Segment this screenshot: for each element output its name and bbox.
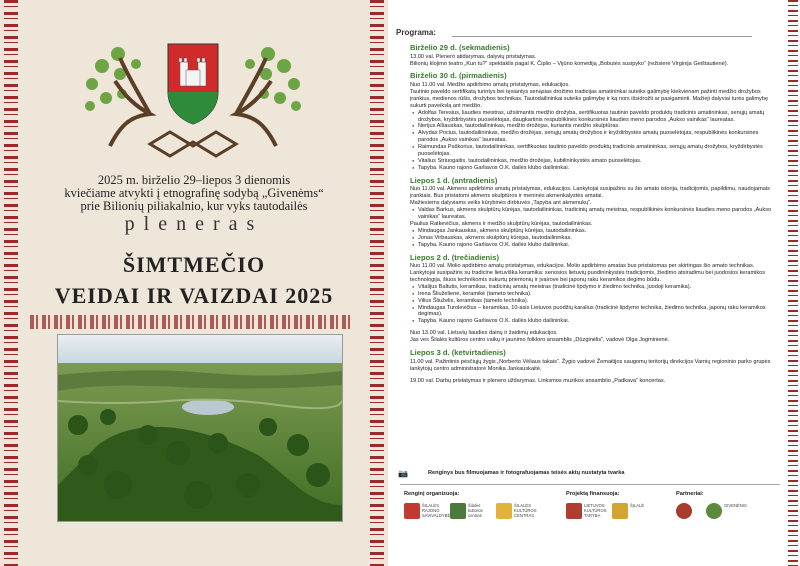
givenenis-logo-icon <box>706 503 722 519</box>
program-text: Tautinio paveldo sertifikatą turintys bei tęsiantys senąsias drožimo tradicijas amatininkai suteiks galimybę kiekvienam pažinti medžio drožybos įrankius, medienos rūšis, drožybos technikas. Tautodailininkai suteiks galimybę ir ką nors išsidrožti ar pasigaminti. Mažieji dalyviai turės galimybę sukurti paveikslą ant medžio. <box>410 88 769 109</box>
filming-note: Renginys bus filmuojamas ir fotografuojamas teisės aktų nustatyta tvarka <box>428 470 625 476</box>
program-text: Bilionių klojimo teatro „Kun tu?“ spektaklis pagal K. Čiplio – Vijūno komediją „Bobutės susipyko“ (režisierė Virginija Geištautienė). <box>410 60 729 67</box>
program-day-heading: Birželio 30 d. (pirmadienis) <box>410 71 507 81</box>
folk-border-outer-right <box>788 0 798 566</box>
organizer-logo-2: Šilalės kultūros centras <box>450 503 490 519</box>
organizer-logo-1: ŠILALĖS RAJONO SAVIVALDYBĖ <box>404 503 446 519</box>
culture-center-logo-icon <box>496 503 512 519</box>
landscape-photo <box>57 334 343 522</box>
program-list <box>410 44 780 384</box>
program-bullet-item: ● Tapyba. Kauno rajono Garliavos O.K. dailės klubo dailininkai. <box>418 318 780 325</box>
program-bullet-item: ● Jonas Virbauskas, akmens skulptūrų kūrėjas, tautodailininkas. <box>418 235 780 242</box>
program-bullet-item: ● Tapyba. Kauno rajono Garliavos O.K. dailės klubo dailininkai. <box>418 242 780 249</box>
title-line-2: VEIDAI IR VAIZDAI 2025 <box>54 283 334 308</box>
partner-label: Partneriai: <box>676 491 704 497</box>
organizer-label: Renginį organizuoja: <box>404 491 460 497</box>
partner-logo-2: GIVENĖNIS <box>706 503 748 519</box>
organizer-logo-3: ŠILALĖS KULTŪROS CENTRAS <box>496 503 544 519</box>
program-day-heading: Liepos 1 d. (antradienis) <box>410 175 498 185</box>
program-bullet-item: ● Nerijus Alšauskas, tautodailininkas, medžio drožėjas, kuriantis medžio skulptūras. <box>418 123 780 130</box>
program-underline <box>452 36 752 37</box>
program-text: Nuo 13.00 val. Lietuvių liaudies dainų ir žaidimų edukacijos. <box>410 330 558 337</box>
financier-label: Projektą finansuoja: <box>566 491 620 497</box>
program-day-heading: Liepos 3 d. (ketvirtadienis) <box>410 348 506 358</box>
program-bullet-item: ● Raimundas Paškorius, tautodailininkas, sertifikuotas tautinio paveldo produktų tradicinis amatininkas, senųjų amatų drožybos, kryždirbystės puoselėtojas. <box>418 144 780 158</box>
program-text: Jas ves Šilalės kultūros centro vaikų ir jaunimo folkloro ansamblis „Dūzginėlis“, vadovė Olga Jogminienė. <box>410 337 670 344</box>
program-text: 19.00 val. Darbų pristatymas ir plenero uždarymas. Linksmos muzikos ansamblio „Padkava“ koncertas. <box>410 377 666 384</box>
program-bullet-item: ● Alvydas Pocius, tautodailininkas, medžio drožėjas, senųjų amatų drožybos ir kryždirbystės amatų puoselėtojas, respublikinės konkursinės parodos „Aukso vainikas“ laureatas. <box>418 130 780 144</box>
program-text: Nuo 11.00 val. Medžio apdirbimo amatų pristatymas, edukacijos. <box>410 82 570 88</box>
program-bullet-item: ● Mindaugas Jankauskas, akmens skulptūrų kūrėjas, tautodailininkas. <box>418 228 780 235</box>
program-text: 13.00 val. Pleneró atidarymas, dalyvių pristatymas. <box>410 53 537 60</box>
culture-center-icon <box>450 503 466 519</box>
program-bullet-item: ● Valdas Barkus, akmens skulptūrų kūrėjas, tautodailininkas, tradicinių amatų meistras, respublikinės konkursinės liaudies meno parodos „Aukso vainikas“ laureatas. <box>418 207 780 221</box>
folk-border-right <box>370 0 384 566</box>
financier-logo-1: LIETUVOS KULTŪROS TARYBA <box>566 503 606 519</box>
program-bullet-item: ● Adolfas Teresius, liaudies meistras, užsiimantis medžio drožyba, sertifikuotas tautinio paveldo produktų tradicinis amatininkas, senųjų amatų drožybos, kryždirbystės puoselėtojas, daugkartinis respublikinės konkursinės liaudies meno parodos „Aukso vainikas“ laureatas. <box>418 110 780 124</box>
title-line-1: ŠIMTMEČIO <box>122 252 266 277</box>
folk-border-left <box>4 0 18 566</box>
program-bullet-item: ● Vitalius Striuogaitis, tautodailininkas, medžio drožėjas, kubilininkystės amato puoselėtojas. <box>418 158 780 165</box>
program-bullet-item: ● Vilius Šliuželis, keramikas (tameto technika). <box>418 298 780 305</box>
financier-logo-2: ŠILALĖ <box>612 503 646 519</box>
silale-logo-icon <box>612 503 628 519</box>
culture-council-icon <box>566 503 582 519</box>
pleneras-word: pleneras <box>124 213 264 235</box>
program-bullet-item: ● Mindaugas Turolevičius – keramikas, 10-asis Lietuvos puodžių karalius (tradicinė lipdymo technika, žiedimo technika, japonų raku keramikos degimas). <box>418 305 780 319</box>
program-text: Mažiesiems dalyviams veiks kūrybinės dirbtuvės „Tapyba ant akmenukų“. <box>410 200 592 207</box>
program-label: Programa: <box>396 28 437 37</box>
program-text: Nuo 11.00 val. Molio apdirbimo amatų pristatymas, edukacijos. Molio apdirbimo amatas bus pristatomas per skirtingas šio amato technikas. Lankytojai susipažins su tradicine lietuviška keramika: senosios lietuvių puodininkystės tradicijomis, žiedimo atsiradimu bei juodosios keramikos technologija, šiuos technikomis sukurtų priemonių ir įvairove bei japonų raku keramikos degimo būdu. <box>410 263 766 283</box>
partner-crest-icon <box>676 503 692 519</box>
intro-line-3: prie Bilionių piliakalnio, kur vyks tautodailės <box>80 199 308 213</box>
coat-of-arms-tree-logo <box>80 36 306 166</box>
folk-ornament-band <box>30 315 350 329</box>
program-bullet-item: ● Irena Šliuželienė, keramikė (tameto technika). <box>418 291 780 298</box>
program-day-heading: Liepos 2 d. (trečiadienis) <box>410 252 500 262</box>
camera-icon: 📷 <box>398 469 408 478</box>
program-text: 11.00 val. Pažintinis pėsčiųjų žygis „Norberto Vėliaus takais“. Žygio vadovė Žemaitijos saugomų teritorijų direkcijos Varnių regioninio parko grupės lankytojų centro administratorė Monika Jankauskaitė. <box>410 358 771 372</box>
intro-line-1: 2025 m. birželio 29–liepos 3 dienomis <box>97 173 291 187</box>
program-bullet-item: ● Vitalijus Baltutis, keramikas, tradicinių amatų meistras (tradicinė lipdymo ir žiedimo technika, juodoji keramika). <box>418 284 780 291</box>
silale-shield-icon <box>404 503 420 519</box>
program-day-heading: Birželio 29 d. (sekmadienis) <box>410 43 510 52</box>
program-bullet-item: ● Tapyba. Kauno rajono Garliavos O.K. dailės klubo dailininkai. <box>418 165 780 172</box>
program-text: Nuo 11.00 val. Akmens apdirbimo amatų pristatymas, edukacijos. Lankytojai susipažins su šio amato istorija, tradicijomis, papildimu, naudojamais įrankiais. Bus pristatomi akmens skulptūros ir meninės akmenkalystės amatai. <box>410 186 770 200</box>
partner-logo-1 <box>676 503 692 519</box>
footer-separator <box>400 484 780 485</box>
intro-line-2: kviečiame atvykti į etnografinę sodybą „Givenėms“ <box>64 186 324 200</box>
program-text: Paulius Ratkevičius, akmens ir medžio skulptūrų kūrėjas, tautodailininkas. <box>410 220 593 227</box>
